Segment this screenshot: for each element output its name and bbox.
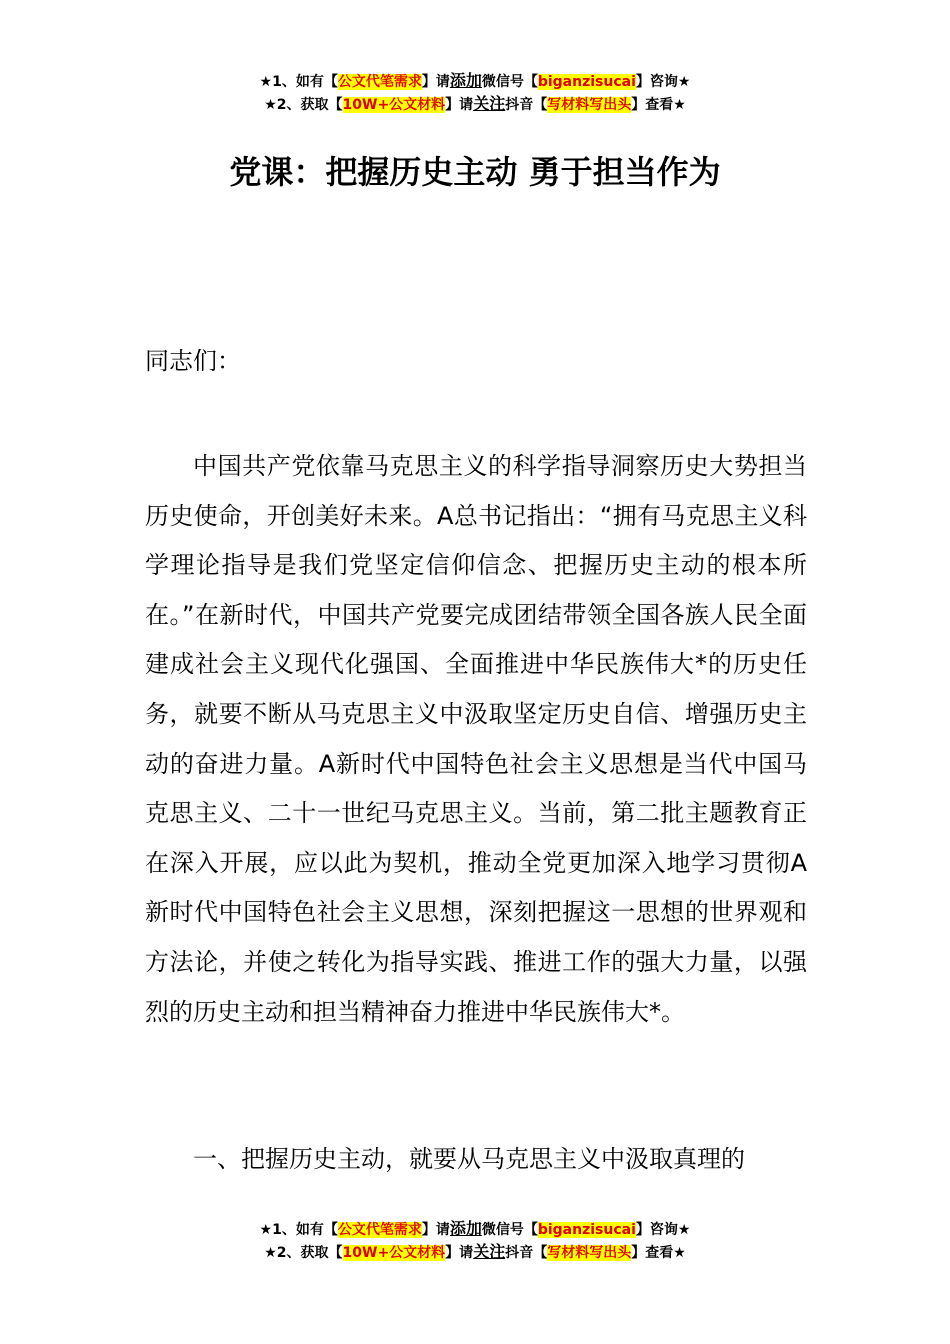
footer-banner xyxy=(0,1218,950,1264)
document-title: 党课：把握历史主动 勇于担当作为 xyxy=(229,153,721,191)
banner-text: 】咨询★ xyxy=(635,1222,691,1238)
banner-text: 】请 xyxy=(445,1245,474,1261)
banner-highlight: 公文代笔需求 xyxy=(337,74,422,90)
body-paragraph: 中国共产党依靠马克思主义的科学指导洞察历史大势担当历史使命，开创美好未来。A总书记指出：“拥有马克思主义科学理论指导是我们党坚定信仰信念、把握历史主动的根本所在。”在新时代，中国共产党要完成团结带领全国各族人民全面建成社会主义现代化强国、全面推进中华民族伟大*的历史任务，就要不断从马克思主义中汲取坚定历史自信、增强历史主动的奋进力量。A新时代中国特色社会主义思想是当代中国马克思主义、二十一世纪马克思主义。当前，第二批主题教育正在深入开展，应以此为契机，推动全党更加深入地学习贯彻A新时代中国特色社会主义思想，深刻把握这一思想的世界观和方法论，并使之转化为指导实践、推进工作的强大力量，以强烈的历史主动和担当精神奋力推进中华民族伟大*。 xyxy=(145,452,807,1026)
banner-emphasis: 关注 xyxy=(473,1242,506,1261)
banner-text: 】查看★ xyxy=(631,97,686,113)
banner-highlight: 10W+公文材料 xyxy=(342,97,446,113)
banner-wechat-id: biganzisucai xyxy=(537,1222,636,1238)
banner-text: 】请 xyxy=(421,1222,450,1238)
banner-line-1 xyxy=(0,70,950,93)
banner-highlight: 公文代笔需求 xyxy=(337,1222,422,1238)
banner-wechat-id: biganzisucai xyxy=(537,74,636,90)
banner-text: ★2、获取【 xyxy=(264,97,343,113)
header-banner xyxy=(0,70,950,116)
salutation: 同志们： xyxy=(145,347,241,375)
banner-text: 】请 xyxy=(445,97,474,113)
banner-douyin-account: 写材料写出头 xyxy=(547,97,632,113)
banner-line-1 xyxy=(0,1218,950,1241)
banner-text: ★1、如有【 xyxy=(259,1222,338,1238)
banner-text: 微信号【 xyxy=(481,74,538,90)
banner-douyin-account: 写材料写出头 xyxy=(547,1245,632,1261)
banner-emphasis: 关注 xyxy=(473,94,506,113)
banner-text: 】查看★ xyxy=(631,1245,686,1261)
banner-text: 】咨询★ xyxy=(635,74,691,90)
banner-text: 】请 xyxy=(421,74,450,90)
banner-text: 抖音【 xyxy=(505,97,548,113)
banner-text: ★2、获取【 xyxy=(264,1245,343,1261)
banner-highlight: 10W+公文材料 xyxy=(342,1245,446,1261)
banner-text: 抖音【 xyxy=(505,1245,548,1261)
banner-emphasis: 添加 xyxy=(449,1219,482,1238)
section-heading: 一、把握历史主动，就要从马克思主义中汲取真理的 xyxy=(193,1145,745,1173)
banner-line-2 xyxy=(0,93,950,116)
banner-emphasis: 添加 xyxy=(449,71,482,90)
banner-text: ★1、如有【 xyxy=(259,74,338,90)
banner-line-2 xyxy=(0,1241,950,1264)
banner-text: 微信号【 xyxy=(481,1222,538,1238)
